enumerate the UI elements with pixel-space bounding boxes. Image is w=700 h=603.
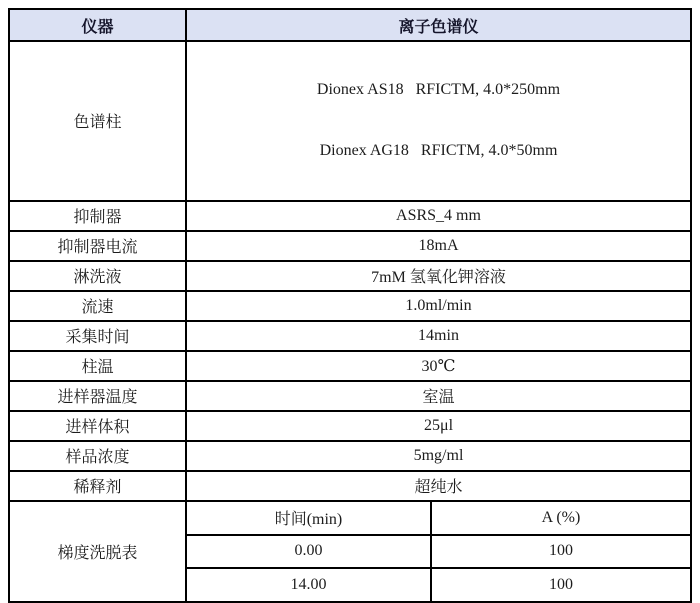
gradient-col-time: 时间(min) (187, 502, 431, 535)
table-row (9, 351, 691, 381)
row-value: 7mM 氢氧化钾溶液 (186, 261, 691, 291)
row-label: 色谱柱 (9, 41, 186, 201)
row-label: 柱温 (9, 351, 186, 381)
header-instrument-label: 仪器 (9, 9, 186, 41)
table-row (9, 231, 691, 261)
row-label: 流速 (9, 291, 186, 321)
gradient-time-value: 0.00 (187, 535, 431, 568)
table-row (9, 201, 691, 231)
row-label: 采集时间 (9, 321, 186, 351)
gradient-data-row (187, 568, 690, 601)
row-value: 14min (186, 321, 691, 351)
row-label: 淋洗液 (9, 261, 186, 291)
column-spec-line-1: Dionex AS18 RFICTM, 4.0*250mm (316, 81, 561, 98)
gradient-a-value: 100 (431, 535, 690, 568)
row-label: 稀释剂 (9, 471, 186, 501)
table-row (9, 321, 691, 351)
table-row (9, 381, 691, 411)
row-label: 进样器温度 (9, 381, 186, 411)
row-label: 抑制器电流 (9, 231, 186, 261)
row-value: 30℃ (186, 351, 691, 381)
instrument-parameters-table (8, 8, 692, 603)
gradient-elution-table (187, 502, 690, 601)
row-value: 1.0ml/min (186, 291, 691, 321)
table-row (9, 411, 691, 441)
row-value: 室温 (186, 381, 691, 411)
row-label: 进样体积 (9, 411, 186, 441)
row-label: 样品浓度 (9, 441, 186, 471)
table-header-row (9, 9, 691, 41)
gradient-elution-label: 梯度洗脱表 (9, 501, 186, 602)
gradient-time-value: 14.00 (187, 568, 431, 601)
row-value: 18mA (186, 231, 691, 261)
table-row (9, 41, 691, 201)
row-value: 5mg/ml (186, 441, 691, 471)
gradient-col-a-percent: A (%) (431, 502, 690, 535)
row-label: 抑制器 (9, 201, 186, 231)
row-value: ASRS_4 mm (186, 201, 691, 231)
gradient-a-value: 100 (431, 568, 690, 601)
gradient-header-row (187, 502, 690, 535)
row-value: 超纯水 (186, 471, 691, 501)
table-row (9, 471, 691, 501)
gradient-elution-cell (186, 501, 691, 602)
row-value: 25μl (186, 411, 691, 441)
table-row (9, 261, 691, 291)
column-spec-line-2: Dionex AG18 RFICTM, 4.0*50mm (319, 141, 558, 159)
table-row (9, 441, 691, 471)
row-value (186, 41, 691, 201)
table-row (9, 291, 691, 321)
gradient-elution-row (9, 501, 691, 602)
header-instrument-value: 离子色谱仪 (186, 9, 691, 41)
gradient-data-row (187, 535, 690, 568)
